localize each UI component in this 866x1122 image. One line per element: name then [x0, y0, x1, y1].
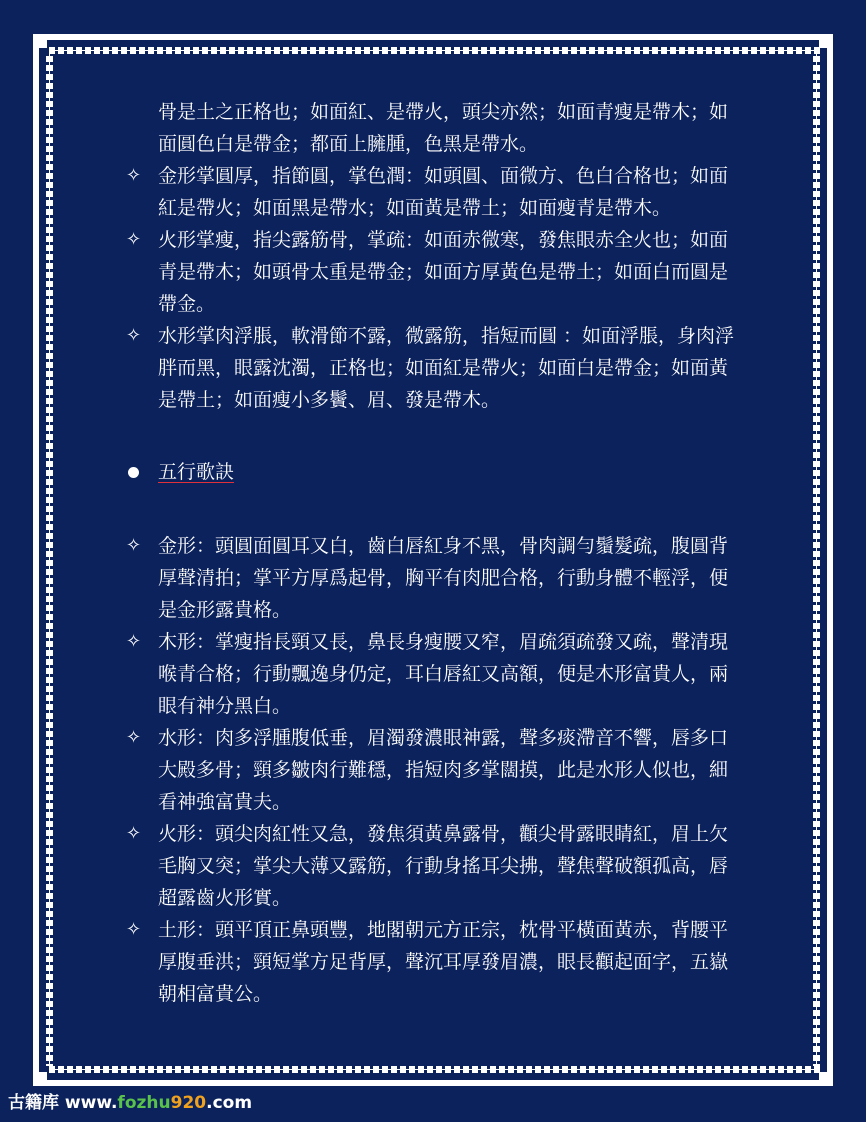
list-item — [126, 914, 746, 1010]
list-item — [126, 818, 746, 914]
list-item — [126, 626, 746, 722]
list-item-text: 木形：掌瘦指長頸又長，鼻長身瘦腰又窄，眉疏須疏發又疏，聲清現喉青合格；行動飄逸身仍定，耳白唇紅又高額，便是木形富貴人，兩眼有神分黑白。 — [158, 631, 729, 717]
document-body — [126, 96, 746, 1010]
watermark-url-mid: fozhu — [117, 1093, 171, 1113]
sparkle-bullet-icon: ✧ — [126, 727, 142, 748]
sparkle-bullet-icon: ✧ — [126, 165, 142, 186]
corner-ornament — [33, 1072, 47, 1086]
list-item — [126, 530, 746, 626]
list-item-text: 水形：肉多浮腫腹低垂，眉濁發濃眼神露，聲多痰滯音不響，唇多口大殿多骨；頸多皺肉行難穩，指短肉多掌闊摸，此是水形人似也，細看神強富貴夫。 — [158, 727, 729, 813]
sparkle-bullet-icon: ✧ — [126, 229, 142, 250]
watermark-url-num: 920 — [170, 1093, 207, 1113]
sparkle-bullet-icon: ✧ — [126, 631, 142, 652]
list-item-text: 火形：頭尖肉紅性又急，發焦須黃鼻露骨，顴尖骨露眼睛紅，眉上欠毛胸又突；掌尖大薄又露筋，行動身搖耳尖拂，聲焦聲破額孤高，唇超露齒火形實。 — [158, 823, 729, 909]
watermark-logo — [8, 1088, 252, 1113]
list-item-text: 金形掌圓厚，指節圓，掌色潤：如頭圓、面微方、色白合格也；如面紅是帶火；如面黑是帶水；如面黃是帶土；如面瘦青是帶木。 — [158, 165, 729, 219]
watermark-url-suffix: .com — [206, 1093, 253, 1113]
paragraph-text: 骨是土之正格也；如面紅、是帶火，頭尖亦然；如面青瘦是帶木；如面圓色白是帶金；都面上臃腫，色黑是帶水。 — [158, 101, 729, 155]
section-heading-text: 五行歌訣 — [158, 461, 235, 483]
list-item — [126, 224, 746, 320]
list-item-text: 水形掌肉浮脹，軟滑節不露，微露筋，指短而圓 ：如面浮脹，身肉浮胖而黑，眼露沈濁，正格也；如面紅是帶火；如面白是帶金；如面黃是帶土；如面瘦小多鬢、眉、發是帶木。 — [158, 325, 735, 411]
sparkle-bullet-icon: ✧ — [126, 535, 142, 556]
corner-ornament — [819, 1072, 833, 1086]
sparkle-bullet-icon: ✧ — [126, 823, 142, 844]
section-heading — [126, 456, 746, 488]
list-item — [126, 320, 746, 416]
watermark-url-prefix: www. — [64, 1093, 118, 1113]
continued-paragraph — [126, 96, 746, 160]
bullet-dot-icon — [128, 467, 139, 478]
corner-ornament — [819, 34, 833, 48]
corner-ornament — [33, 34, 47, 48]
sparkle-bullet-icon: ✧ — [126, 325, 142, 346]
list-item — [126, 722, 746, 818]
list-item — [126, 160, 746, 224]
list-item-text: 土形：頭平頂正鼻頭豐，地閣朝元方正宗，枕骨平橫面黃赤，背腰平厚腹垂洪；頸短掌方足背厚，聲沉耳厚發眉濃，眼長顴起面字，五嶽朝相富貴公。 — [158, 919, 729, 1005]
list-item-text: 火形掌瘦，指尖露筋骨，掌疏：如面赤微寒，發焦眼赤全火也；如面青是帶木；如頭骨太重是帶金；如面方厚黃色是帶土；如面白而圓是帶金。 — [158, 229, 729, 315]
watermark-brand: 古籍库 — [8, 1093, 59, 1113]
sparkle-bullet-icon: ✧ — [126, 919, 142, 940]
list-item-text: 金形：頭圓面圓耳又白，齒白唇紅身不黑，骨肉調勻鬚髮疏，腹圓背厚聲清拍；掌平方厚爲起骨，胸平有肉肥合格，行動身體不輕浮，便是金形露貴格。 — [158, 535, 729, 621]
